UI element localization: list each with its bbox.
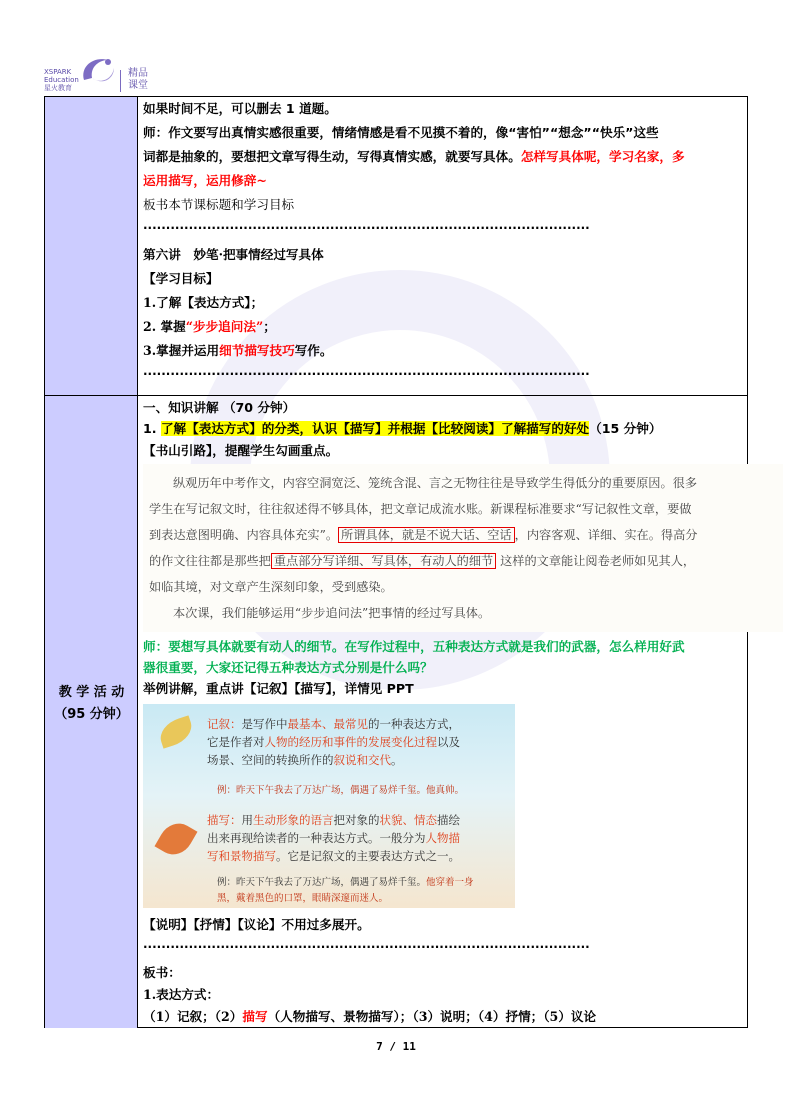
narration-example: 例：昨天下午我去了万达广场，偶遇了易烊千玺。他真帅。 bbox=[217, 785, 465, 796]
text: 例：昨天下午我去了万达广场，偶遇了易烊千玺。 bbox=[217, 877, 427, 888]
text: 出来再现给读者的一种表达方式。一般分为 bbox=[207, 831, 426, 845]
page-number: 7 / 11 bbox=[376, 1040, 416, 1053]
passage-line: 本次课，我们能够运用“步步追问法”把事情的经过写具体。 bbox=[173, 606, 491, 620]
text: ，内容客观、详细、实在。得高分 bbox=[514, 528, 698, 542]
passage-line: 如临其境，对文章产生深刻印象，受到感染。 bbox=[149, 580, 393, 594]
text: 人物的经历和事件的发展变化过程 bbox=[264, 735, 437, 749]
text: ； bbox=[263, 319, 276, 334]
goal-item: 1.了解【表达方式】； bbox=[143, 295, 264, 310]
row-content-cell bbox=[138, 396, 747, 1028]
board-item bbox=[143, 1006, 741, 1028]
activity-label bbox=[45, 682, 138, 726]
row-label-cell bbox=[45, 396, 138, 1028]
text: （15 分钟） bbox=[589, 421, 662, 436]
narration-line bbox=[207, 734, 460, 751]
highlight-text: 怎样写具体呢，学习名家，多 bbox=[520, 149, 685, 164]
lesson-title: 第六讲 妙笔·把事情经过写具体 bbox=[143, 247, 324, 262]
guide-line: 【书山引路】，提醒学生勾画重点。 bbox=[143, 443, 339, 458]
narration-line bbox=[207, 752, 403, 769]
goal-item bbox=[143, 315, 741, 339]
lesson-table bbox=[44, 96, 748, 1028]
dotted-divider: ·································································································· bbox=[143, 367, 590, 381]
text: 写作。 bbox=[294, 343, 333, 358]
teacher-line: 师：要想写具体就要有动人的细节。在写作过程中，五种表达方式就是我们的武器，怎么样用好武 bbox=[143, 639, 685, 654]
highlight-text: 描写 bbox=[242, 1009, 268, 1024]
text: 状貌、情态 bbox=[379, 813, 437, 827]
text: （人物描写、景物描写）；（3）说明；（4）抒情；（5）议论 bbox=[267, 1009, 597, 1024]
description-example: 黑，戴着黑色的口罩，眼睛深邃而迷人。 bbox=[217, 893, 389, 904]
highlight-text: 细节描写技巧 bbox=[219, 343, 295, 358]
table-row bbox=[45, 97, 747, 396]
teacher-line: 运用描写，运用修辞~ bbox=[143, 173, 267, 188]
text: 它是作者对 bbox=[207, 735, 265, 749]
teacher-line: 师：作文要写出真情实感很重要，情绪情感是看不见摸不着的，像“害怕”“想念”“快乐”这些 bbox=[143, 125, 659, 140]
passage-line bbox=[149, 548, 779, 574]
board-heading: 板书： bbox=[143, 965, 181, 980]
label-line: （95 分钟） bbox=[54, 707, 129, 722]
text: 人物描 bbox=[425, 831, 460, 845]
text: 描写： bbox=[207, 813, 242, 827]
highlight-text: 了解【表达方式】的分类，认识【描写】并根据【比较阅读】了解描写的好处 bbox=[160, 421, 590, 436]
text: 1. bbox=[143, 421, 157, 436]
section-heading: 一、知识讲解 （70 分钟） bbox=[143, 400, 296, 415]
board-note: 板书本节课标题和学习目标 bbox=[143, 197, 295, 212]
goal-header: 【学习目标】 bbox=[143, 271, 219, 286]
passage-line bbox=[149, 522, 779, 548]
goal-item bbox=[143, 339, 741, 363]
passage-line: 学生在写记叙文时，往往叙述得不够具体，把文章记成流水账。新课程标准要求“写记叙性文章，要做 bbox=[149, 502, 692, 516]
description-example bbox=[217, 874, 474, 888]
text: 记叙： bbox=[207, 717, 242, 731]
passage-line: 纵观历年中考作文，内容空洞宽泛、笼统含混、言之无物往往是导致学生得低分的重要原因。很多 bbox=[173, 476, 698, 490]
text: 描绘 bbox=[437, 813, 460, 827]
logo-text bbox=[44, 68, 79, 92]
text: 。 bbox=[391, 753, 403, 767]
teacher-line bbox=[143, 145, 741, 169]
description-line bbox=[207, 812, 460, 829]
text: 他穿着一身 bbox=[426, 877, 474, 888]
text: 是写作中 bbox=[241, 717, 288, 731]
text: 把对象的 bbox=[333, 813, 380, 827]
ppt-slide-image bbox=[143, 704, 515, 908]
logo-divider bbox=[120, 70, 121, 92]
orange-leaf-icon bbox=[155, 817, 198, 861]
text: 叙说和交代 bbox=[333, 753, 391, 767]
text: 。它是记叙文的主要表达方式之一。 bbox=[276, 849, 460, 863]
time-note: 如果时间不足，可以删去 1 道题。 bbox=[143, 101, 337, 116]
boxed-text: 所谓具体，就是不说大话、空话 bbox=[338, 527, 515, 543]
text: 场景、空间的转换所作的 bbox=[207, 753, 334, 767]
text: 到表达意图明确、内容具体充实”。 bbox=[149, 528, 339, 542]
label-line: 教 学 活 动 bbox=[58, 685, 125, 700]
text: 这样的文章能让阅卷老师如见其人， bbox=[500, 554, 696, 568]
boxed-text: 重点部分写详细、写具体，有动人的细节 bbox=[271, 553, 496, 569]
yellow-leaf-icon bbox=[156, 715, 196, 748]
text: 的一种表达方式， bbox=[368, 717, 460, 731]
text: 生动形象的语言 bbox=[253, 813, 334, 827]
logo-line3: 星火教育 bbox=[44, 84, 72, 92]
reading-passage bbox=[143, 464, 783, 632]
brand-text bbox=[128, 68, 148, 92]
text: 用 bbox=[241, 813, 253, 827]
logo-line2: Education bbox=[44, 76, 79, 84]
narration-line bbox=[207, 716, 460, 733]
row-content-cell bbox=[138, 97, 747, 395]
text: 最基本、最常见 bbox=[287, 717, 368, 731]
brand-line2: 课堂 bbox=[128, 80, 148, 91]
xspark-logo-icon bbox=[78, 54, 118, 88]
text: 2. 掌握 bbox=[143, 319, 186, 334]
other-methods-note: 【说明】【抒情】【议论】不用过多展开。 bbox=[143, 917, 370, 932]
brand-line1: 精品 bbox=[128, 68, 148, 79]
dotted-divider: ·································································································· bbox=[143, 221, 590, 235]
dotted-divider: ·································································································· bbox=[143, 940, 590, 954]
page-header bbox=[44, 54, 174, 96]
text: 以及 bbox=[437, 735, 460, 749]
table-row bbox=[45, 396, 747, 1028]
point-heading bbox=[143, 418, 741, 440]
row-label-cell bbox=[45, 97, 138, 395]
text: 写和景物描写 bbox=[207, 849, 276, 863]
logo-line1: XSPARK bbox=[44, 68, 72, 76]
description-line bbox=[207, 830, 460, 847]
text: 的作文往往都是那些把 bbox=[149, 554, 271, 568]
description-line bbox=[207, 848, 460, 865]
text: （1）记叙；（2） bbox=[143, 1009, 243, 1024]
example-intro: 举例讲解，重点讲【记叙】【描写】，详情见 PPT bbox=[143, 681, 414, 696]
text: 词都是抽象的，要想把文章写得生动，写得真情实感，就要写具体。 bbox=[143, 149, 521, 164]
board-item: 1.表达方式： bbox=[143, 987, 220, 1002]
highlight-text: “步步追问法” bbox=[185, 319, 264, 334]
teacher-line: 器很重要，大家还记得五种表达方式分别是什么吗？ bbox=[143, 660, 433, 675]
text: 3.掌握并运用 bbox=[143, 343, 220, 358]
